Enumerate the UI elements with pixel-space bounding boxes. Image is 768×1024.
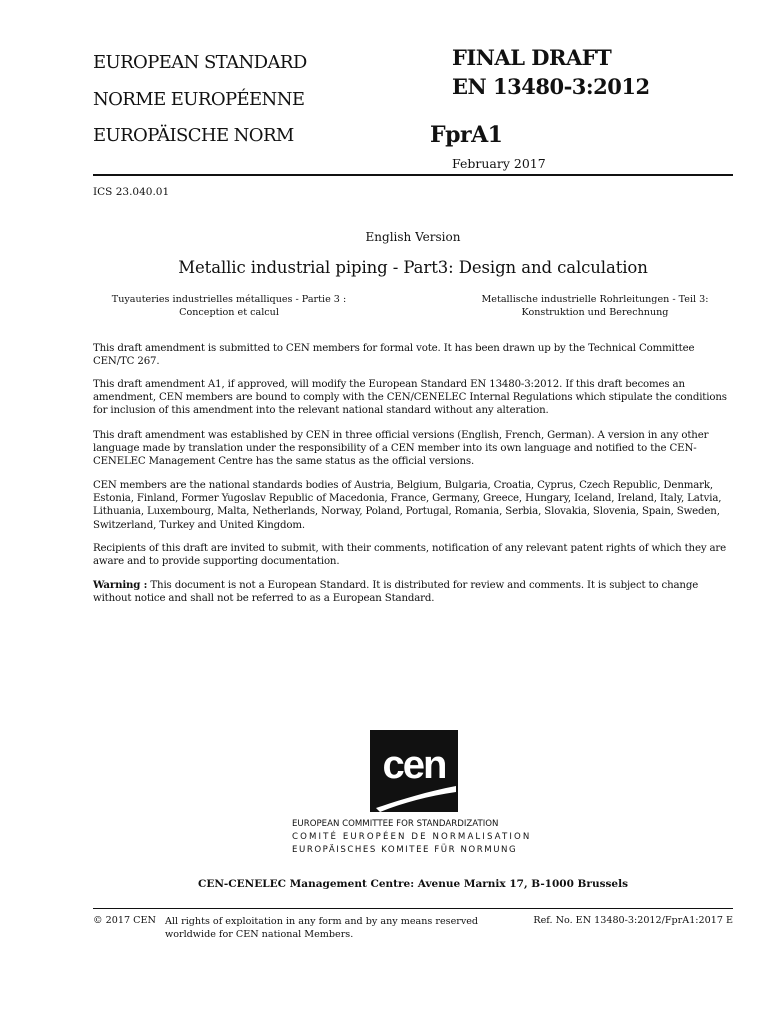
german-title <box>455 294 735 319</box>
footer-rule <box>93 908 733 909</box>
standard-number: EN 13480-3:2012 <box>452 74 650 99</box>
french-title-line-1: Tuyauteries industrielles métalliques - Partie 3 : <box>111 294 347 305</box>
ics-code: ICS 23.040.01 <box>93 186 170 198</box>
paragraph-submission: This draft amendment is submitted to CEN members for formal vote. It has been drawn up by the Technical Committee CEN/TC 267. <box>93 343 695 368</box>
french-title <box>93 294 365 319</box>
cen-logo-text: cen <box>382 743 446 787</box>
paragraph-versions: This draft amendment was established by CEN in three official versions (English, French, German). A version in any other language made by translation under the responsibility of a CEN member into its own language and notified to the CEN-CENELEC Management Centre has the same status as the official versions. <box>93 430 709 468</box>
warning-paragraph <box>93 579 733 605</box>
rights-statement <box>165 915 478 941</box>
paragraph-members: CEN members are the national standards bodies of Austria, Belgium, Bulgaria, Croatia, Cyprus, Czech Republic, Denmark, Estonia, Finland, Former Yugoslav Republic of Macedonia, France, Germany, Greece, Hungary, Iceland, Ireland, Italy, Latvia, Lithuania, Luxembourg, Malta, Netherlands, Norway, Poland, Portugal, Romania, Serbia, Slovakia, Slovenia, Spain, Sweden, Switzerland, Turkey and United Kingdom. <box>93 480 722 531</box>
committee-name-de: EUROPÄISCHES KOMITEE FÜR NORMUNG <box>292 845 518 855</box>
warning-text: This document is not a European Standard. It is distributed for review and comments. It is subject to change without notice and shall not be referred to as a European Standard. <box>93 580 699 605</box>
paragraph-amendment: This draft amendment A1, if approved, will modify the European Standard EN 13480-3:2012. If this draft becomes an amendment, CEN members are bound to comply with the CEN/CENELEC Internal Regulations which stipulate the conditions for inclusion of this amendment into the relevant national standard without any alteration. <box>93 379 727 417</box>
header-rule <box>93 174 733 176</box>
german-title-line-2: Konstruktion und Berechnung <box>521 306 669 318</box>
draft-status: FINAL DRAFT <box>452 45 612 70</box>
publication-date: February 2017 <box>452 156 546 171</box>
cen-logo <box>370 730 458 812</box>
logo-swoosh-icon <box>376 786 456 812</box>
committee-name-fr: COMITÉ EUROPÉEN DE NORMALISATION <box>292 832 532 842</box>
amendment-code: FprA1 <box>430 122 503 148</box>
french-title-line-2: Conception et calcul <box>179 306 279 318</box>
rights-line-2: worldwide for CEN national Members. <box>165 929 354 940</box>
version-label: English Version <box>365 230 461 244</box>
committee-names <box>292 818 531 857</box>
paragraph-patents: Recipients of this draft are invited to submit, with their comments, notification of any relevant patent rights of which they are aware and to provide supporting documentation. <box>93 543 727 568</box>
document-title: Metallic industrial piping - Part3: Design and calculation <box>178 258 648 277</box>
copyright: © 2017 CEN <box>93 915 156 926</box>
warning-label: Warning : <box>93 579 148 591</box>
standard-type-de: EUROPÄISCHE NORM <box>93 125 294 146</box>
german-title-line-1: Metallische industrielle Rohrleitungen - Teil 3: <box>481 294 709 305</box>
committee-name-en: EUROPEAN COMMITTEE FOR STANDARDIZATION <box>292 819 499 829</box>
rights-line-1: All rights of exploitation in any form and by any means reserved <box>165 916 479 927</box>
reference-number: Ref. No. EN 13480-3:2012/FprA1:2017 E <box>533 915 733 926</box>
standard-type-en: EUROPEAN STANDARD <box>93 52 307 73</box>
management-centre: CEN-CENELEC Management Centre: Avenue Marnix 17, B-1000 Brussels <box>197 878 629 890</box>
standard-type-fr: NORME EUROPÉENNE <box>93 89 305 110</box>
